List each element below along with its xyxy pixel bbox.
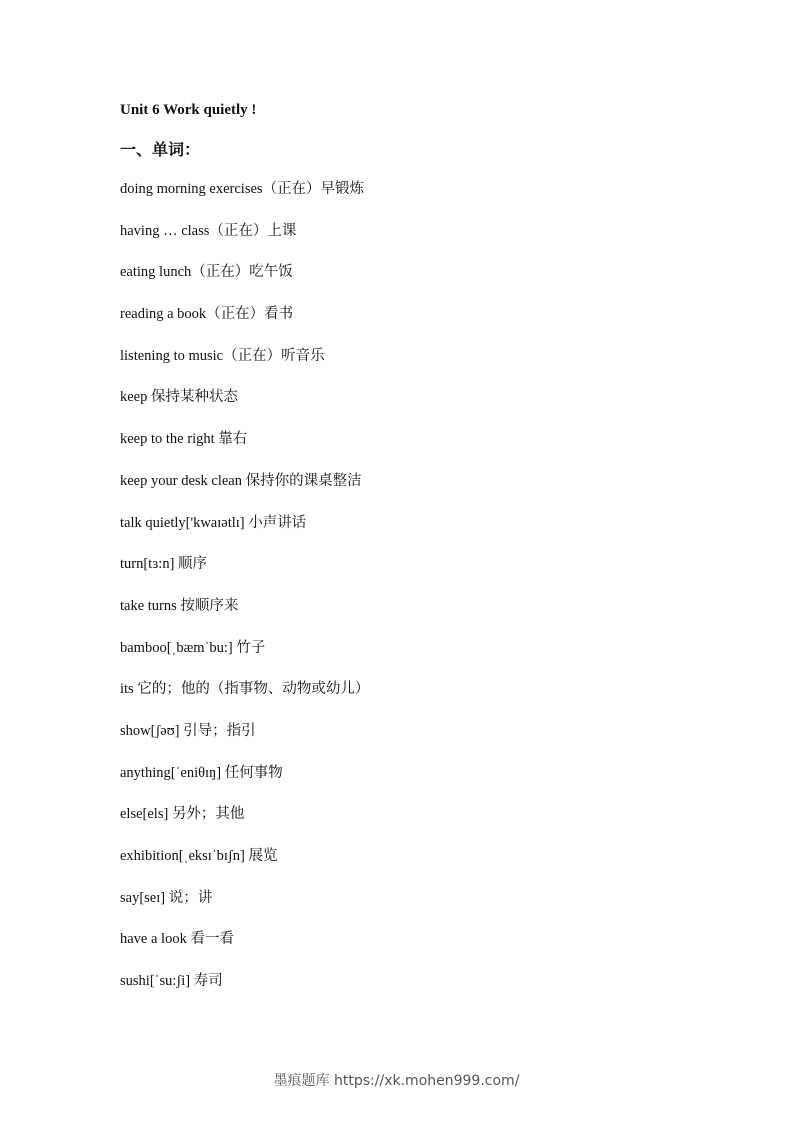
vocab-chinese: 保持你的课桌整洁 — [245, 472, 362, 489]
vocab-english: keep your desk clean — [120, 472, 246, 489]
vocab-english: turn[tɜ:n] — [120, 556, 179, 573]
vocab-english: bamboo[ˌbæmˈbu:] — [120, 639, 237, 656]
vocab-item — [120, 763, 680, 805]
vocab-item — [120, 346, 680, 388]
vocab-item — [120, 596, 680, 638]
vocab-english: having … class — [120, 222, 210, 239]
vocab-english: sushi[ˈsu:ʃi] — [120, 973, 194, 990]
vocab-chinese: 竹子 — [236, 639, 266, 656]
vocab-item — [120, 429, 680, 471]
vocab-chinese: 顺序 — [178, 556, 208, 573]
vocab-item — [120, 387, 680, 429]
vocab-chinese: （正在）早锻炼 — [262, 181, 365, 197]
vocab-chinese: 按顺序来 — [180, 597, 239, 614]
vocab-item — [120, 804, 680, 846]
vocab-english: anything[ˈeniθɪŋ] — [120, 764, 225, 781]
vocab-item — [120, 888, 680, 930]
vocab-item — [120, 679, 680, 721]
vocab-english: say[seɪ] — [120, 889, 169, 906]
vocab-english: eating lunch — [120, 264, 192, 281]
vocab-item — [120, 721, 680, 763]
vocab-chinese: （正在）上课 — [209, 222, 297, 239]
vocab-list — [120, 179, 680, 1013]
vocab-chinese: （正在）吃午饭 — [191, 264, 293, 281]
vocab-item — [120, 262, 680, 304]
vocab-item — [120, 179, 680, 221]
vocab-chinese: 寿司 — [193, 973, 223, 990]
vocab-item — [120, 929, 680, 971]
vocab-chinese: 展览 — [248, 848, 278, 864]
vocab-chinese: 任何事物 — [224, 764, 283, 781]
vocab-item — [120, 513, 680, 555]
vocab-english: keep to the right — [120, 431, 219, 448]
vocab-english: show[ʃəʊ] — [120, 722, 184, 739]
vocab-english: talk quietly['kwaɪətlɪ] — [120, 514, 249, 531]
vocab-chinese: 靠右 — [218, 431, 248, 448]
vocab-english: else[els] — [120, 806, 172, 823]
vocab-item — [120, 638, 680, 680]
vocab-english: take turns — [120, 597, 181, 614]
vocab-chinese: （正在）听音乐 — [223, 347, 325, 364]
vocab-chinese: 保持某种状态 — [151, 389, 238, 406]
section-heading-vocabulary: 一、单词： — [120, 140, 201, 159]
vocab-item — [120, 846, 680, 888]
vocab-english: reading a book — [120, 306, 207, 323]
vocab-english: doing morning exercises — [120, 181, 263, 197]
vocab-english: exhibition[ˌeksɪˈbɪʃn] — [120, 848, 249, 864]
page-title: Unit 6 Work quietly ! — [120, 102, 257, 118]
vocab-chinese: 看一看 — [190, 931, 234, 948]
vocab-chinese: （正在）看书 — [206, 306, 294, 323]
vocab-chinese: 另外；其他 — [171, 806, 245, 823]
vocab-english: keep — [120, 389, 151, 406]
vocab-item — [120, 554, 680, 596]
vocab-chinese: 小声讲话 — [248, 514, 307, 531]
vocab-chinese: 它的；他的（指事物、动物或幼儿） — [137, 681, 370, 698]
vocab-english: its — [120, 681, 138, 698]
vocab-english: listening to music — [120, 347, 224, 364]
vocab-item — [120, 304, 680, 346]
vocab-item — [120, 971, 680, 1013]
vocab-item — [120, 471, 680, 513]
vocab-english: have a look — [120, 931, 191, 948]
vocab-item — [120, 221, 680, 263]
vocab-chinese: 引导；指引 — [183, 722, 256, 739]
vocab-chinese: 说；讲 — [168, 889, 213, 906]
footer-watermark: 墨痕题库 https://xk.mohen999.com/ — [273, 1073, 520, 1089]
